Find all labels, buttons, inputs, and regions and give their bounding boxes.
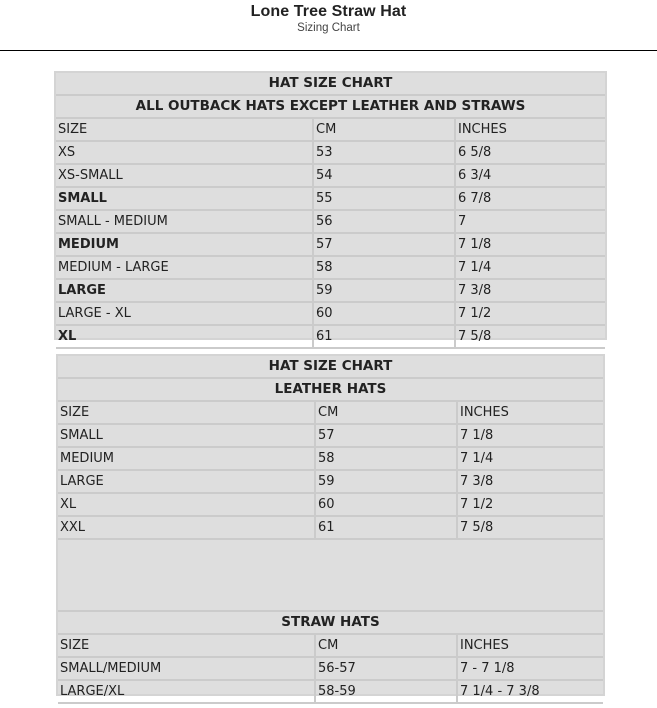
table-row — [56, 210, 605, 233]
product-title: Lone Tree Straw Hat — [250, 3, 407, 20]
chart-title: HAT SIZE CHART — [58, 356, 603, 378]
cm-cell: 58 — [313, 256, 455, 279]
inches-cell: 7 3/8 — [457, 470, 603, 493]
inches-cell: 7 1/2 — [457, 493, 603, 516]
table-row — [58, 470, 603, 493]
column-header-inches: INCHES — [457, 401, 603, 424]
size-cell: LARGE — [58, 470, 315, 493]
column-header-cm: CM — [313, 118, 455, 141]
page-header — [0, 0, 657, 51]
leather-straw-size-table — [58, 356, 603, 704]
table-row — [56, 141, 605, 164]
inches-cell: 7 1/8 — [455, 233, 605, 256]
table-row — [56, 279, 605, 302]
size-cell: LARGE - XL — [56, 302, 313, 325]
table-row — [58, 424, 603, 447]
column-header-size: SIZE — [58, 634, 315, 657]
cm-cell: 57 — [313, 233, 455, 256]
size-cell: XL — [56, 325, 313, 348]
inches-cell: 6 3/4 — [455, 164, 605, 187]
leather-section-title: LEATHER HATS — [58, 378, 603, 401]
size-cell: SMALL/MEDIUM — [58, 657, 315, 680]
inches-cell: 6 5/8 — [455, 141, 605, 164]
inches-cell: 7 1/8 — [457, 424, 603, 447]
size-cell: SMALL — [58, 424, 315, 447]
table-row — [58, 447, 603, 470]
cm-cell: 55 — [313, 187, 455, 210]
column-header-row — [56, 118, 605, 141]
table-row — [56, 164, 605, 187]
leather-straw-size-chart — [56, 354, 605, 699]
cm-cell: 61 — [315, 516, 457, 539]
cm-cell: 58-59 — [315, 680, 457, 703]
inches-cell: 7 5/8 — [457, 516, 603, 539]
outback-size-table — [56, 73, 605, 349]
straw-section-title: STRAW HATS — [58, 611, 603, 634]
cm-cell: 56-57 — [315, 657, 457, 680]
inches-cell: 6 7/8 — [455, 187, 605, 210]
inches-cell: 7 3/8 — [455, 279, 605, 302]
inches-cell: 7 1/4 - 7 3/8 — [457, 680, 603, 703]
column-header-row — [58, 401, 603, 424]
size-cell: MEDIUM — [58, 447, 315, 470]
table-row — [56, 256, 605, 279]
column-header-inches: INCHES — [457, 634, 603, 657]
inches-cell: 7 1/2 — [455, 302, 605, 325]
cm-cell: 60 — [313, 302, 455, 325]
inches-cell: 7 1/4 — [457, 447, 603, 470]
size-cell: LARGE — [56, 279, 313, 302]
size-cell: XXL — [58, 516, 315, 539]
size-cell: MEDIUM — [56, 233, 313, 256]
cm-cell: 54 — [313, 164, 455, 187]
spacer-row — [58, 539, 603, 611]
size-cell: SMALL — [56, 187, 313, 210]
table-row — [58, 680, 603, 703]
table-row — [56, 325, 605, 348]
cm-cell: 53 — [313, 141, 455, 164]
column-header-size: SIZE — [58, 401, 315, 424]
table-row — [56, 302, 605, 325]
column-header-inches: INCHES — [455, 118, 605, 141]
cm-cell: 56 — [313, 210, 455, 233]
size-cell: SMALL - MEDIUM — [56, 210, 313, 233]
table-row — [58, 516, 603, 539]
size-cell: MEDIUM - LARGE — [56, 256, 313, 279]
size-cell: LARGE/XL — [58, 680, 315, 703]
outback-size-chart — [54, 71, 607, 344]
size-cell: XS-SMALL — [56, 164, 313, 187]
cm-cell: 58 — [315, 447, 457, 470]
chart-subtitle: ALL OUTBACK HATS EXCEPT LEATHER AND STRAWS — [56, 95, 605, 118]
inches-cell: 7 - 7 1/8 — [457, 657, 603, 680]
size-cell: XS — [56, 141, 313, 164]
inches-cell: 7 — [455, 210, 605, 233]
cm-cell: 57 — [315, 424, 457, 447]
column-header-cm: CM — [315, 634, 457, 657]
inches-cell: 7 1/4 — [455, 256, 605, 279]
table-row — [58, 657, 603, 680]
column-header-cm: CM — [315, 401, 457, 424]
cm-cell: 61 — [313, 325, 455, 348]
table-row — [56, 233, 605, 256]
column-header-row — [58, 634, 603, 657]
table-row — [58, 493, 603, 516]
page-subtitle: Sizing Chart — [297, 22, 360, 34]
table-row — [56, 187, 605, 210]
inches-cell: 7 5/8 — [455, 325, 605, 348]
cm-cell: 60 — [315, 493, 457, 516]
chart-title: HAT SIZE CHART — [56, 73, 605, 95]
size-cell: XL — [58, 493, 315, 516]
column-header-size: SIZE — [56, 118, 313, 141]
cm-cell: 59 — [315, 470, 457, 493]
cm-cell: 59 — [313, 279, 455, 302]
